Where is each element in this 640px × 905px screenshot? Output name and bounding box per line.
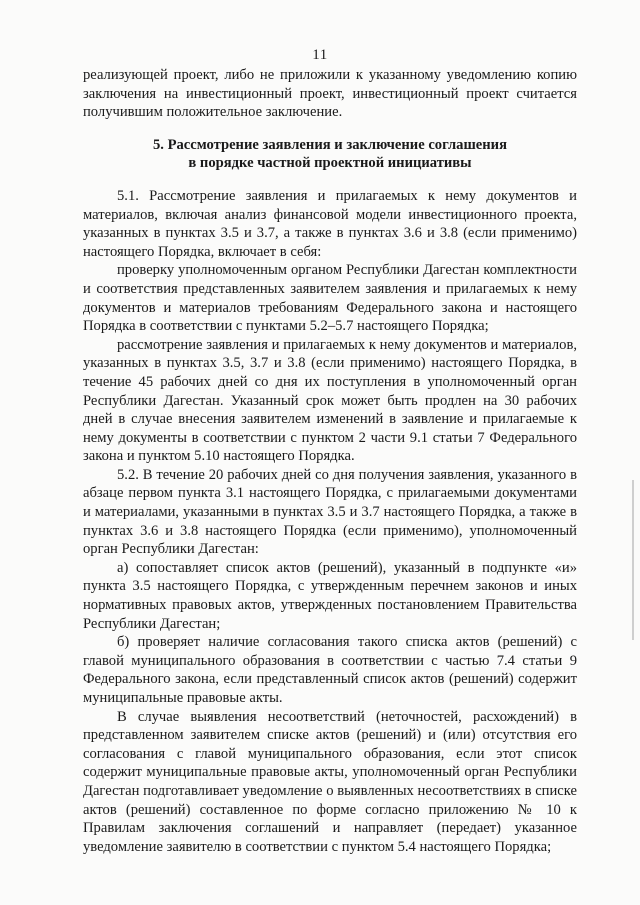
paragraph-discrepancies: В случае выявления несоответствий (неточностей, расхождений) в представленном заявителем списке актов (решений) и (или) отсутствия его согласования с главой муниципального образования, если этот список содержит муниципальные правовые акты, уполномоченный орган Республики Дагестан подготавливает уведомление о выявленных несоответствиях в списке актов (решений) составленное по форме согласно приложению № 10 к Правилам заключения соглашений и направляет (передает) указанное уведомление заявителю в соответствии с пунктом 5.4 настоящего Порядка;: [83, 708, 577, 855]
section-heading-line-2: в порядке частной проектной инициативы: [188, 155, 472, 172]
continuation-paragraph: реализующей проект, либо не приложили к указанному уведомлению копию заключения на инвестиционный проект, инвестиционный проект считается получившим положительное заключение.: [83, 67, 577, 121]
paragraph-5-1: 5.1. Рассмотрение заявления и прилагаемых к нему документов и материалов, включая анализ финансовой модели инвестиционного проекта, указанных в пунктах 3.5 и 3.7, а также в пунктах 3.6 и 3.8 (если применимо) настоящего Порядка, включает в себя:: [83, 187, 577, 260]
paragraph-item-a: а) сопоставляет список актов (решений), указанный в подпункте «и» пункта 3.5 настоящего Порядка, с утвержденным перечнем законов и иных нормативных правовых актов, утвержденных постановлением Правительства Республики Дагестан;: [83, 559, 577, 632]
paragraph-review-application: рассмотрение заявления и прилагаемых к нему документов и материалов, указанных в пунктах 3.5, 3.7 и 3.8 (если применимо) настоящего Порядка, в течение 45 рабочих дней со дня их поступления в уполномоченный орган Республики Дагестан. Указанный срок может быть продлен на 30 рабочих дней в случае внесения заявителем изменений в заявление и прилагаемые к нему документы в соответствии с пунктом 2 части 9.1 статьи 7 Федерального закона и пунктом 5.10 настоящего Порядка.: [83, 336, 577, 465]
section-heading: [83, 136, 577, 173]
page-number: 11: [312, 47, 328, 63]
section-heading-line-1: 5. Рассмотрение заявления и заключение соглашения: [153, 136, 507, 153]
paragraph-check-completeness: проверку уполномоченным органом Республики Дагестан комплектности и соответствия представленных заявителем заявления и прилагаемых к нему документов и материалов требованиям Федерального закона и настоящего Порядка в соответствии с пунктами 5.2–5.7 настоящего Порядка;: [83, 262, 577, 335]
document-body: [83, 66, 577, 856]
paragraph-5-2: 5.2. В течение 20 рабочих дней со дня получения заявления, указанного в абзаце первом пункта 3.1 настоящего Порядка, с прилагаемыми документами и материалами, указанными в пунктах 3.5 и 3.7 настоящего Порядка, а также в пунктах 3.6 и 3.8 настоящего Порядка (если применимо), уполномоченный орган Республики Дагестан:: [83, 466, 577, 558]
paragraph-item-b: б) проверяет наличие согласования такого списка актов (решений) с главой муниципального образования в соответствии с частью 7.4 статьи 9 Федерального закона, если представленный список актов (решений) содержит муниципальные правовые акты.: [83, 634, 577, 706]
scan-edge-shadow: [632, 480, 634, 640]
